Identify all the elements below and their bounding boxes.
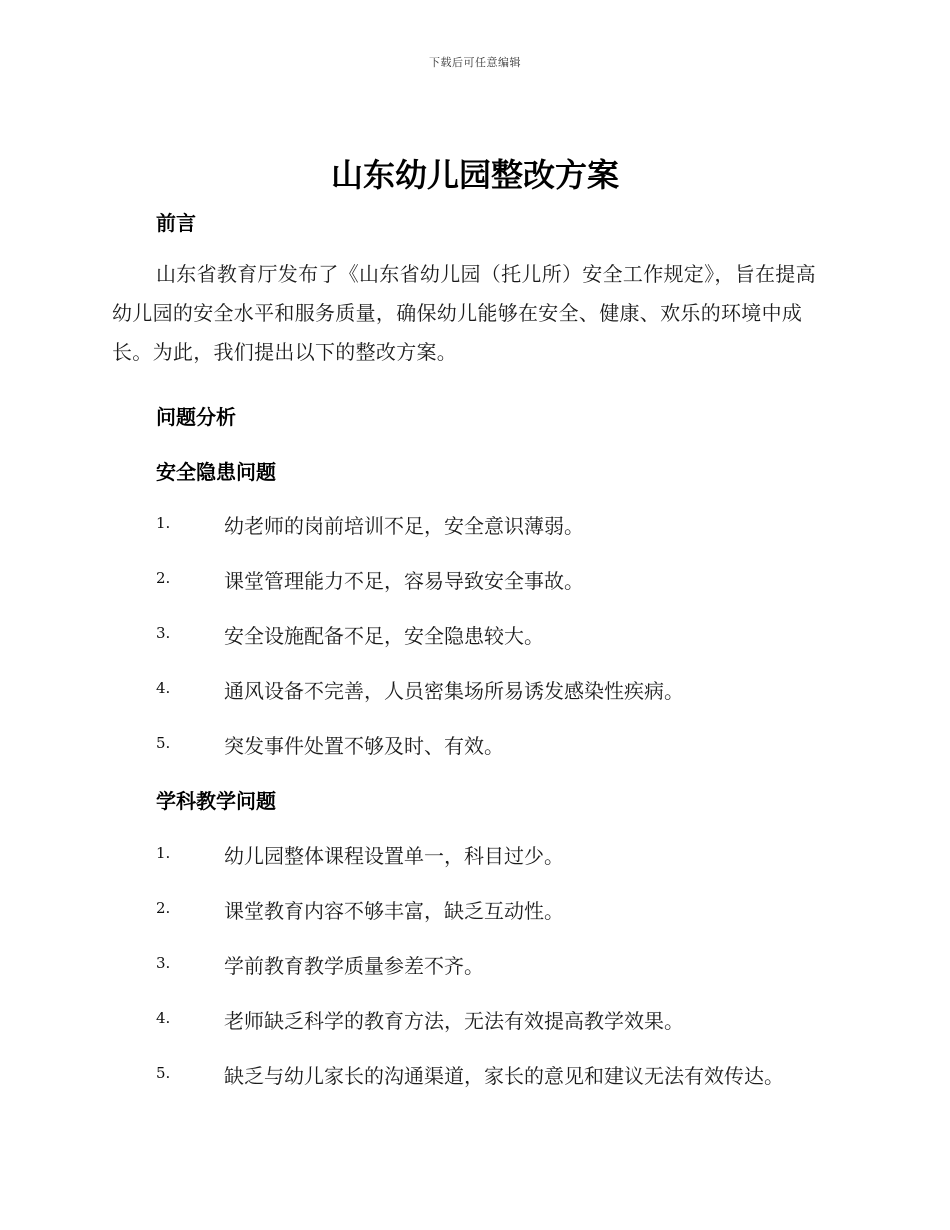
list-item-text: 学前教育教学质量参差不齐。 [224,954,484,978]
list-item-text: 幼老师的岗前培训不足，安全意识薄弱。 [224,514,584,538]
list-item-text: 突发事件处置不够及时、有效。 [224,734,504,758]
heading-safety: 安全隐患问题 [156,460,276,484]
list-item-number: 3. [156,624,171,642]
heading-teaching: 学科教学问题 [156,789,276,813]
preface-paragraph: 山东省教育厅发布了《山东省幼儿园（托儿所）安全工作规定》，旨在提高幼儿园的安全水平和服务质量，确保幼儿能够在安全、健康、欢乐的环境中成长。为此，我们提出以下的整改方案。 [112,262,816,364]
list-item-text: 安全设施配备不足，安全隐患较大。 [224,624,544,648]
heading-analysis: 问题分析 [156,405,236,429]
list-item-text: 老师缺乏科学的教育方法，无法有效提高教学效果。 [224,1009,684,1033]
list-item-number: 5. [156,734,171,752]
list-item-text: 课堂教育内容不够丰富，缺乏互动性。 [224,899,564,923]
list-item-number: 3. [156,954,171,972]
list-item-text: 通风设备不完善，人员密集场所易诱发感染性疾病。 [224,679,684,703]
header-note: 下载后可任意编辑 [429,56,521,69]
list-item-number: 2. [156,569,171,587]
list-item-number: 1. [156,514,171,532]
list-item-number: 1. [156,844,171,862]
list-item-number: 4. [156,679,171,697]
list-item-number: 2. [156,899,171,917]
list-item-text: 幼儿园整体课程设置单一，科目过少。 [224,844,564,868]
list-item-text: 缺乏与幼儿家长的沟通渠道，家长的意见和建议无法有效传达。 [224,1064,784,1088]
list-item-number: 5. [156,1064,171,1082]
list-item-number: 4. [156,1009,171,1027]
page-title: 山东幼儿园整改方案 [330,156,619,194]
list-item-text: 课堂管理能力不足，容易导致安全事故。 [224,569,584,593]
heading-preface: 前言 [156,211,196,235]
